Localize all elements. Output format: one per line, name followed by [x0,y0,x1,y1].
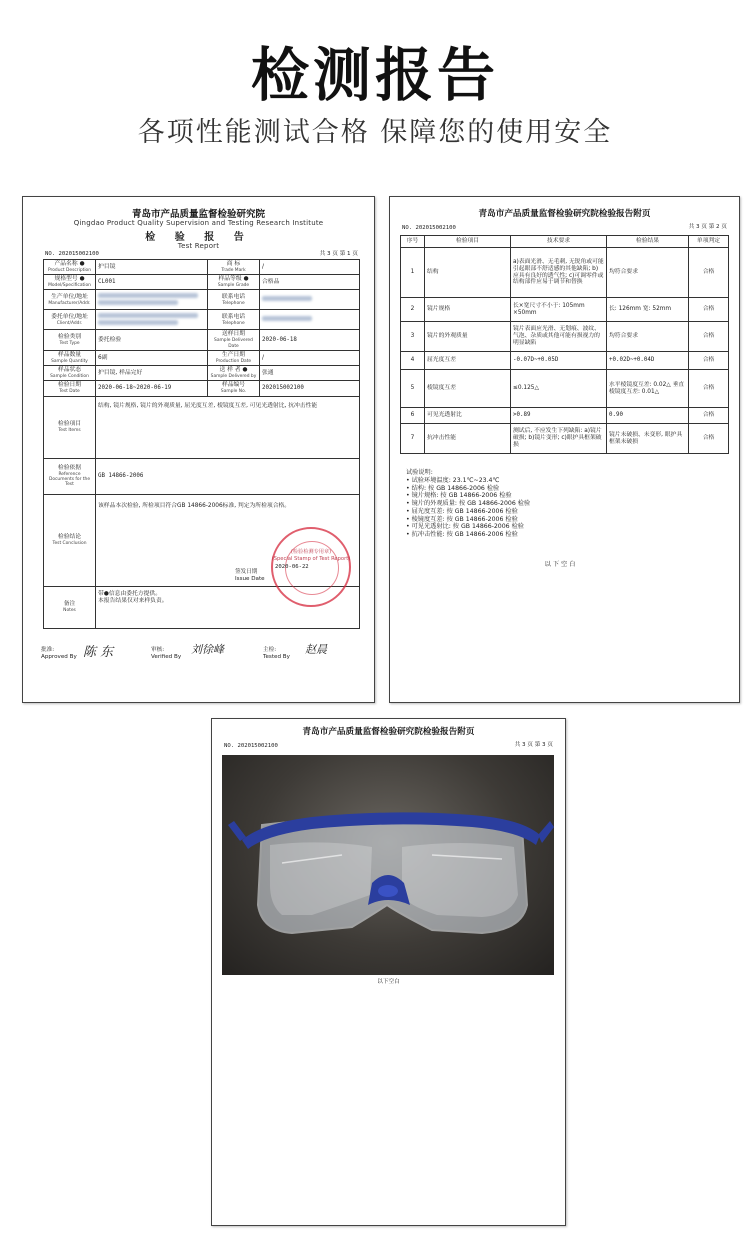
label-grade-en: Sample Grade [217,283,250,289]
row-result: 镜片未破损、未变形, 眼护具框架未破损 [607,424,689,454]
value-test-items: 结构, 镜片规格, 镜片的外观质量, 屈光度互差, 棱镜度互差, 可见光透射比, 抗冲击性能 [96,396,360,458]
value-condition: 护目镜, 样品完好 [96,366,208,381]
note-item: • 试验环境温度: 23.1℃~23.4℃ [406,476,500,484]
label-model-en: Model/Specification [48,283,91,289]
header-requirement: 技术要求 [511,236,607,248]
row-item: 抗冲击性能 [425,424,511,454]
row-verdict: 合格 [689,298,729,322]
row-item: 结构 [425,248,511,298]
value-manufacturer-blurred [96,290,208,310]
safety-goggles-image [222,755,554,975]
note-item: • 结构: 按 GB 14866-2006 检验 [406,484,500,492]
row-verdict: 合格 [689,408,729,424]
label-delivered-date: 送样日期 [221,331,246,338]
row-verdict: 合格 [689,352,729,370]
value-grade: 合格品 [260,275,360,290]
label-product-name-en: Product Description [47,267,92,273]
row-result: 均符合要求 [607,322,689,352]
report-title: 检 验 报 告 [145,232,252,243]
page-info: 共 3 页 第 2 页 [688,224,727,230]
value-test-date: 2020-06-18~2020-06-19 [96,381,208,396]
label-production-date: 生产日期 [221,351,246,358]
report-page-3 [211,718,566,1226]
issue-date-label [235,569,265,582]
page-info: 共 3 页 第 1 页 [319,251,358,257]
note-line-1: 带●信息由委托方提供。 [98,590,162,597]
row-result: 水平棱镜度互差: 0.02△ 垂直棱镜度互差: 0.01△ [607,370,689,408]
label-test-type: 检验类别 [57,334,82,341]
row-result: +0.02D~+0.04D [607,352,689,370]
row-result: 0.90 [607,408,689,424]
conclusion-text: 该样品本次检验, 所检项目符合GB 14866-2006标准, 判定为所检项合格。 [98,502,291,509]
label-model: 规格型号 ● [54,276,85,283]
label-conclusion-en: Test Conclusion [52,541,87,547]
label-product-name: 产品名称 ● [54,261,85,267]
report-title-en: Test Report [177,242,220,250]
label-client: 委托单位/地址 [51,313,88,320]
value-reference: GB 14866-2006 [96,458,360,494]
report-number: NO. 202015002100 [224,743,278,749]
blank-below-marker: 以 下 空 白 [544,561,576,568]
row-requirement: -0.07D~+0.05D [511,352,607,370]
appendix-title: 青岛市产品质量监督检验研究院检验报告附页 [302,727,475,737]
label-quantity-en: Sample Quantity [51,358,88,364]
value-delivered-by: 张通 [260,366,360,381]
label-test-type-en: Test Type [59,341,80,347]
value-production-date: / [260,350,360,365]
table-header-row [401,236,729,248]
label-trade-mark: 商 标 [226,261,241,267]
label-client-en: Client/Addr. [56,320,83,326]
row-no: 5 [401,370,425,408]
table-row [401,352,729,370]
row-requirement: a)表面光滑、无毛刺, 无锐角或可能引起眼部不舒适感的其他缺陷; b) 应具有良好的透气性; c)可调零件或结构部件应易于调节和替换 [511,248,607,298]
blank-below-marker: 以下空白 [377,979,400,985]
institute-name-en: Qingdao Product Quality Supervision and Testing Research Institute [73,219,324,227]
note-item: • 镜片的外观质量: 按 GB 14866-2006 检验 [406,500,531,507]
row-item: 可见光透射比 [425,408,511,424]
stamp-caption-en: (Special Stamp of Test Report) [271,555,351,562]
stamp-caption [269,549,353,563]
table-row [401,248,729,298]
table-row [401,298,729,322]
label-notes-en: Notes [63,608,76,614]
row-requirement: 镜片表面应光滑、无划痕、波纹、气泡、杂质或其他可能有损视力的明显缺陷 [511,322,607,352]
signature-tested: 赵晨 [305,643,327,656]
label-condition: 样品状态 [57,367,82,374]
test-notes [406,469,530,539]
label-delivered-date-en: Sample Delivered Date [214,338,253,349]
note-item: • 抗冲击性能: 按 GB 14866-2006 检验 [406,531,518,538]
value-test-type: 委托检验 [96,330,208,351]
tested-cn: 主检: [263,647,277,653]
value-quantity: 6副 [96,350,208,365]
value-delivered-date: 2020-06-18 [260,330,360,351]
value-product-name: 护目镜 [96,260,208,275]
label-production-date-en: Production Date [215,358,252,364]
tested-en: Tested By [263,653,290,660]
header-item: 检验项目 [425,236,511,248]
row-requirement: 长×宽尺寸不小于: 105mm ×50mm [511,298,607,322]
product-photo [222,755,554,975]
header-no: 序号 [401,236,425,248]
row-requirement: 测试后, 不应发生下列缺陷: a)镜片破损; b)镜片变形; c)眼护具框架破损 [511,424,607,454]
row-item: 镜片的外观质量 [425,322,511,352]
approved-cn: 批准: [41,647,55,653]
table-row [401,322,729,352]
label-manufacturer: 生产单位/地址 [51,293,88,300]
verified-en: Verified By [151,653,182,660]
row-no: 1 [401,248,425,298]
stamp-caption-cn: (检验检测专用章) [290,549,332,555]
signature-approved: 陈 东 [83,645,114,660]
row-requirement: ≤0.125△ [511,370,607,408]
label-manufacturer-en: Manufacturer/Addr. [48,300,91,306]
value-model: CL001 [96,275,208,290]
row-no: 2 [401,298,425,322]
note-item: • 镜片规格: 按 GB 14866-2006 检验 [406,492,512,500]
row-result: 均符合要求 [607,248,689,298]
report-page-2 [389,196,740,703]
report-page-1 [22,196,375,703]
label-telephone-2-en: Telephone [222,320,245,326]
row-item: 镜片规格 [425,298,511,322]
row-item: 屈光度互差 [425,352,511,370]
label-conclusion: 检验结论 [57,534,82,541]
header-result: 检验结果 [607,236,689,248]
appendix-title: 青岛市产品质量监督检验研究院检验报告附页 [478,209,651,219]
value-telephone-blurred [260,290,360,310]
table-row [401,408,729,424]
issue-label-en: Issue Date [235,575,265,582]
row-no: 6 [401,408,425,424]
row-result: 长: 126mm 宽: 52mm [607,298,689,322]
row-verdict: 合格 [689,322,729,352]
label-test-date: 检验日期 [57,382,82,389]
label-test-items-en: Test Items [58,428,81,434]
row-no: 7 [401,424,425,454]
issue-date: 2020-06-22 [275,564,309,570]
page-subtitle: 各项性能测试合格 保障您的使用安全 [137,117,613,148]
test-results-table [400,235,729,454]
table-row [401,370,729,408]
note-item: • 屈光度互差: 按 GB 14866-2006 检验 [406,507,518,515]
note-item: • 可见光透射比: 按 GB 14866-2006 检验 [406,523,524,531]
signature-verified: 刘徐峰 [191,643,224,656]
note-item: • 棱镜度互差: 按 GB 14866-2006 检验 [406,515,518,523]
approved-en: Approved By [41,653,77,660]
label-delivered-by: 送 样 者 ● [219,367,248,374]
label-quantity: 样品数量 [57,351,82,358]
report-number: NO. 202015002100 [45,251,99,257]
page-title: 检测报告 [250,41,499,109]
row-item: 棱镜度互差 [425,370,511,408]
institute-name: 青岛市产品质量监督检验研究院 [131,209,265,220]
value-client-blurred [96,310,208,330]
label-sample-no: 样品编号 [221,382,246,389]
row-no: 4 [401,352,425,370]
label-telephone: 联系电话 [221,293,246,300]
verified-cn: 审核: [151,647,165,653]
table-row [401,424,729,454]
note-line-2: 本报告结果仅对来样负责。 [98,597,168,604]
value-telephone-2-blurred [260,310,360,330]
label-sample-no-en: Sample No. [220,389,247,395]
label-notes: 备注 [63,601,76,608]
issue-label-cn: 签发日期 [235,569,258,575]
label-test-items: 检验项目 [57,421,82,428]
report-number: NO. 202015002100 [402,225,456,231]
row-verdict: 合格 [689,424,729,454]
label-delivered-by-en: Sample Delivered by [210,374,257,380]
row-verdict: 合格 [689,370,729,408]
row-no: 3 [401,322,425,352]
row-requirement: >0.89 [511,408,607,424]
tested-label [263,647,290,660]
verified-label [151,647,181,660]
label-telephone-2: 联系电话 [221,313,246,320]
row-verdict: 合格 [689,248,729,298]
page-info: 共 3 页 第 3 页 [514,742,553,748]
label-test-date-en: Test Date [59,389,80,395]
label-trade-mark-en: Trade Mark [221,267,246,273]
label-reference: 检验依据 [57,464,82,471]
value-trade-mark: / [260,260,360,275]
label-telephone-en: Telephone [222,300,245,306]
label-condition-en: Sample Condition [50,374,89,380]
label-reference-en: Reference Documents for the Test [48,471,91,488]
label-grade: 样品等级 ● [218,276,249,283]
value-sample-no: 202015002100 [260,381,360,396]
header-verdict: 单项判定 [689,236,729,248]
approved-label [41,647,77,660]
notes-title: 试验说明: [406,469,433,476]
